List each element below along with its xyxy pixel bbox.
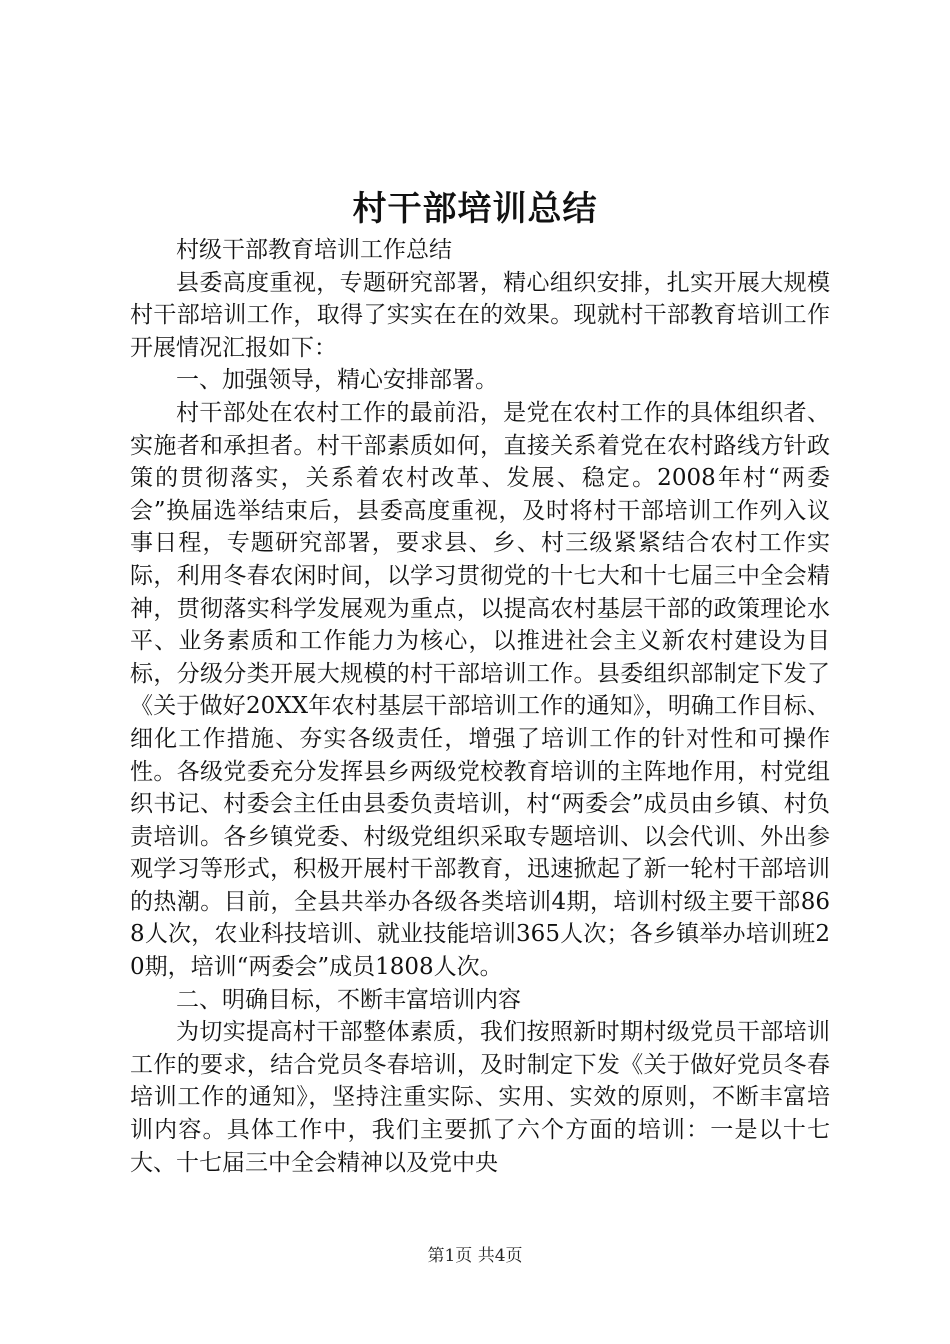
subtitle-paragraph: 村级干部教育培训工作总结 <box>176 237 452 263</box>
document-title: 村干部培训总结 <box>352 189 598 229</box>
document-body <box>130 234 830 1179</box>
section-heading-1: 一、加强领导，精心安排部署。 <box>176 367 498 394</box>
section-2-paragraph: 为切实提高村干部整体素质，我们按照新时期村级党员干部培训工作的要求，结合党员冬春培训，及时制定下发《关于做好党员冬春培训工作的通知》，坚持注重实际、实用、实效的原则，不断丰富培训内容。具体工作中，我们主要抓了六个方面的培训：一是以十七大、十七届三中全会精神以及党中央 <box>130 1019 830 1176</box>
intro-paragraph: 县委高度重视，专题研究部署，精心组织安排，扎实开展大规模村干部培训工作，取得了实实在在的效果。现就村干部教育培训工作开展情况汇报如下： <box>130 269 830 361</box>
section-1-paragraph: 村干部处在农村工作的最前沿，是党在农村工作的具体组织者、实施者和承担者。村干部素质如何，直接关系着党在农村路线方针政策的贯彻落实，关系着农村改革、发展、稳定。2008年村“两委会”换届选举结束后，县委高度重视，及时将村干部培训工作列入议事日程，专题研究部署，要求县、乡、村三级紧紧结合农村工作实际，利用冬春农闲时间，以学习贯彻党的十七大和十七届三中全会精神，贯彻落实科学发展观为重点，以提高农村基层干部的政策理论水平、业务素质和工作能力为核心，以推进社会主义新农村建设为目标，分级分类开展大规模的村干部培训工作。县委组织部制定下发了《关于做好20XX年农村基层干部培训工作的通知》，明确工作目标、细化工作措施、夯实各级责任，增强了培训工作的针对性和可操作性。各级党委充分发挥县乡两级党校教育培训的主阵地作用，村党组织书记、村委会主任由县委负责培训，村“两委会”成员由乡镇、村负责培训。各乡镇党委、村级党组织采取专题培训、以会代训、外出参观学习等形式，积极开展村干部教育，迅速掀起了新一轮村干部培训的热潮。目前，全县共举办各级各类培训4期，培训村级主要干部868人次，农业科技培训、就业技能培训365人次；各乡镇举办培训班20期，培训“两委会”成员1808人次。 <box>130 399 830 981</box>
section-heading-2: 二、明确目标，不断丰富培训内容 <box>176 986 521 1013</box>
page-footer: 第1页 共4页 <box>427 1246 523 1266</box>
